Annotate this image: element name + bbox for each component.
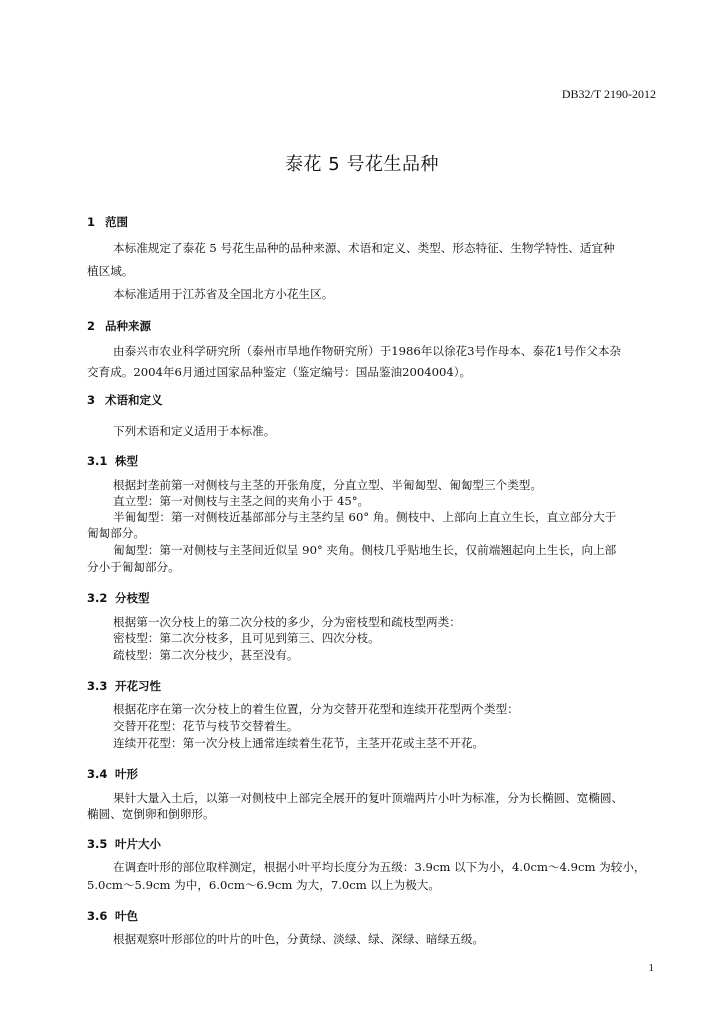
- paragraph-line: 根据观察叶形部位的叶片的叶色，分黄绿、淡绿、绿、深绿、暗绿五级。: [113, 932, 485, 946]
- section-heading-3: [87, 392, 163, 408]
- paragraph-line: 根据封垄前第一对侧枝与主茎的开张角度，分直立型、半匍匐型、匍匐型三个类型。: [113, 478, 542, 492]
- subsection-title: 叶色: [115, 909, 138, 923]
- subsection-number: 3.4: [87, 767, 108, 781]
- paragraph-line: 在调查叶形的部位取样测定，根据小叶平均长度分为五级：3.9cm 以下为小，4.0cm～4.9cm 为较小，: [113, 860, 646, 874]
- paragraph-line: 下列术语和定义适用于本标准。: [113, 424, 276, 438]
- section-title: 品种来源: [105, 319, 151, 333]
- paragraph-line: 椭圆、宽倒卵和倒卵形。: [87, 807, 215, 821]
- subsection-number: 3.3: [87, 679, 108, 693]
- subsection-title: 叶形: [115, 767, 138, 781]
- section-number: 2: [87, 319, 96, 333]
- subsection-title: 分枝型: [115, 591, 150, 605]
- paragraph-line: 由泰兴市农业科学研究所（泰州市旱地作物研究所）于1986年以徐花3号作母本、泰花1号作父本杂: [113, 344, 622, 358]
- subsection-heading-3-2: [87, 590, 150, 606]
- subsection-number: 3.5: [87, 837, 108, 851]
- paragraph-line: 根据第一次分枝上的第二次分枝的多少，分为密枝型和疏枝型两类：: [113, 615, 461, 629]
- paragraph-line: 疏枝型：第二次分枝少，甚至没有。: [113, 648, 299, 662]
- paragraph-line: 直立型：第一对侧枝与主茎之间的夹角小于 45°。: [113, 494, 370, 508]
- section-title: 术语和定义: [105, 393, 163, 407]
- subsection-number: 3.6: [87, 909, 108, 923]
- paragraph-line: 本标准适用于江苏省及全国北方小花生区。: [113, 287, 334, 301]
- page-number: 1: [648, 962, 654, 974]
- subsection-title: 株型: [115, 454, 138, 468]
- section-title: 范围: [105, 215, 128, 229]
- paragraph-line: 本标准规定了泰花 5 号花生品种的品种来源、术语和定义、类型、形态特征、生物学特性、适宜种: [113, 241, 615, 255]
- paragraph-line: 植区域。: [87, 264, 134, 278]
- paragraph-line: 根据花序在第一次分枝上的着生位置，分为交替开花型和连续开花型两个类型：: [113, 702, 519, 716]
- subsection-heading-3-3: [87, 678, 161, 694]
- paragraph-line: 半匍匐型：第一对侧枝近基部部分与主茎约呈 60° 角。侧枝中、上部向上直立生长，直立部分大于: [113, 510, 617, 524]
- paragraph-line: 果针大量入土后，以第一对侧枝中上部完全展开的复叶顶端两片小叶为标准，分为长椭圆、宽椭圆、: [113, 791, 624, 805]
- subsection-title: 开花习性: [115, 679, 161, 693]
- paragraph-line: 交替开花型：花节与枝节交替着生。: [113, 719, 299, 733]
- subsection-heading-3-5: [87, 836, 161, 852]
- paragraph-line: 连续开花型：第一次分枝上通常连续着生花节，主茎开花或主茎不开花。: [113, 736, 485, 750]
- section-number: 1: [87, 215, 96, 229]
- paragraph-line: 匍匐部分。: [87, 526, 145, 540]
- subsection-heading-3-1: [87, 453, 138, 469]
- paragraph-line: 分小于匍匐部分。: [87, 560, 180, 574]
- document-code: DB32/T 2190-2012: [561, 87, 656, 101]
- subsection-number: 3.2: [87, 591, 108, 605]
- section-number: 3: [87, 393, 96, 407]
- paragraph-line: 交育成。2004年6月通过国家品种鉴定（鉴定编号：国品鉴油2004004）。: [87, 365, 472, 379]
- section-heading-1: [87, 214, 128, 230]
- subsection-heading-3-4: [87, 766, 138, 782]
- subsection-title: 叶片大小: [115, 837, 161, 851]
- paragraph-line: 匍匐型：第一对侧枝与主茎间近似呈 90° 夹角。侧枝几乎贴地生长，仅前端翘起向上生长，向上部: [113, 543, 617, 557]
- section-heading-2: [87, 318, 151, 334]
- subsection-number: 3.1: [87, 454, 108, 468]
- subsection-heading-3-6: [87, 908, 138, 924]
- paragraph-line: 密枝型：第二次分枝多，且可见到第三、四次分枝。: [113, 631, 380, 645]
- document-title: 泰花 5 号花生品种: [285, 154, 439, 175]
- paragraph-line: 5.0cm～5.9cm 为中，6.0cm～6.9cm 为大，7.0cm 以上为极大。: [87, 878, 440, 892]
